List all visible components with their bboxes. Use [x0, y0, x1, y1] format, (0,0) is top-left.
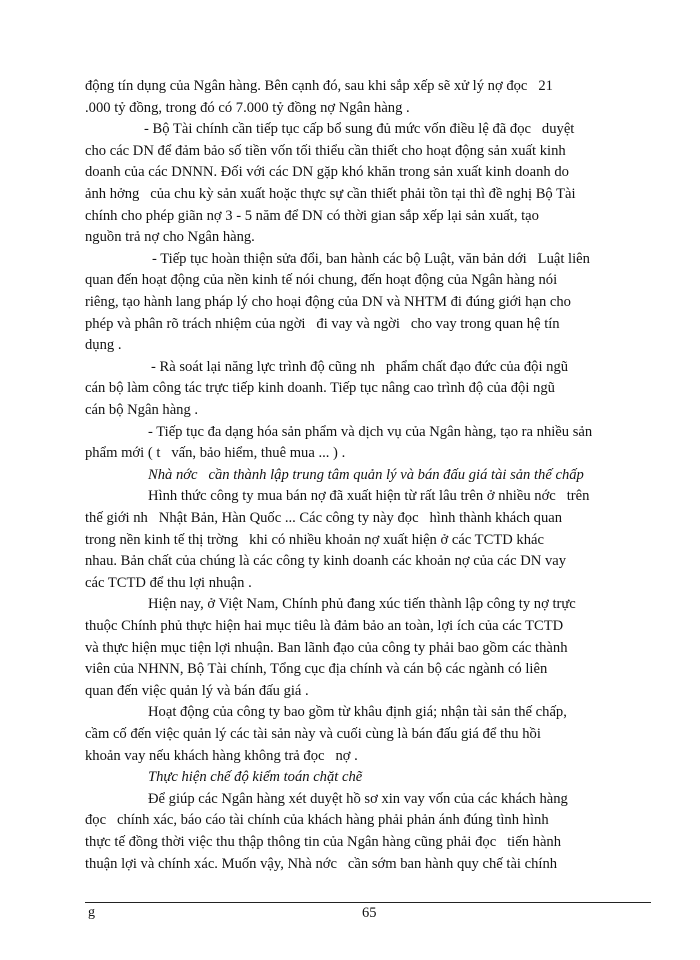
text-line: riêng, tạo hành lang pháp lý cho hoại động của DN và NHTM đi đúng giới hạn cho	[85, 294, 571, 310]
text-line: cho các DN để đảm bảo số tiền vốn tối thiểu cần thiết cho hoạt động sản xuất kinh	[85, 142, 566, 159]
text-line: cầm cố đến việc quản lý các tài sản này và cuối cùng là bán đấu giá để thu hồi	[85, 726, 541, 742]
text-line: nhau. Bản chất của chúng là các công ty kinh doanh các khoản nợ của các DN vay	[85, 553, 567, 570]
text-line: khoản vay nếu khách hàng không trả đọc nợ .	[85, 747, 358, 764]
section-heading: Nhà nớc cần thành lập trung tâm quản lý và bán đấu giá tài sản thế chấp	[148, 466, 584, 483]
text-line: trong nền kinh tế thị trờng khi có nhiều khoản nợ xuất hiện ở các TCTD khác	[85, 531, 544, 548]
text-line: thực tế đồng thời việc thu thập thông tin của Ngân hàng cũng phải đọc tiến hành	[85, 834, 562, 850]
text-line: - Tiếp tục đa dạng hóa sản phẩm và dịch vụ của Ngân hàng, tạo ra nhiều sản	[148, 423, 593, 440]
text-line: thuận lợi và chính xác. Muốn vậy, Nhà nớc cần sớm ban hành quy chế tài chính	[85, 855, 558, 872]
text-line: - Rà soát lại năng lực trình độ cũng nh phẩm chất đạo đức của đội ngũ	[151, 358, 569, 375]
text-line: các TCTD để thu lợi nhuận .	[85, 574, 252, 591]
text-line: Hoạt động của công ty bao gồm từ khâu định giá; nhận tài sản thế chấp,	[148, 704, 567, 721]
text-line: động tín dụng của Ngân hàng. Bên cạnh đó, sau khi sắp xếp sẽ xử lý nợ đọc 21	[85, 78, 553, 94]
text-line: Hiện nay, ở Việt Nam, Chính phủ đang xúc tiến thành lập công ty nợ trực	[148, 596, 576, 613]
text-line: quan đến việc quản lý và bán đấu giá .	[85, 682, 309, 699]
text-line: - Tiếp tục hoàn thiện sửa đổi, ban hành các bộ Luật, văn bản dới Luật liên	[152, 250, 590, 267]
page-number: 65	[362, 905, 377, 921]
text-line: đọc chính xác, báo cáo tài chính của khách hàng phải phản ánh đúng tình hình	[85, 812, 549, 829]
text-line: nguồn trả nợ cho Ngân hàng.	[85, 229, 255, 246]
text-line: chính cho phép giãn nợ 3 - 5 năm để DN có thời gian sắp xếp lại sản xuất, tạo	[85, 207, 539, 224]
text-line: ảnh hởng của chu kỳ sản xuất hoặc thực sự cần thiết phải tồn tại thì đề nghị Bộ Tài	[85, 186, 576, 202]
text-line: cán bộ Ngân hàng .	[85, 402, 199, 418]
footer-rule	[85, 902, 651, 903]
footer-mark: g	[88, 905, 95, 920]
text-line: phép và phân rõ trách nhiệm của ngời đi vay và ngời cho vay trong quan hệ tín	[85, 315, 560, 332]
text-line: Để giúp các Ngân hàng xét duyệt hồ sơ xin vay vốn của các khách hàng	[148, 790, 568, 807]
text-line: phẩm mới ( t vấn, bảo hiểm, thuê mua ... ) .	[85, 445, 346, 462]
text-line: quan đến hoạt động của nền kinh tế nói chung, đến hoạt động của Ngân hàng nói	[85, 272, 558, 289]
text-line: .000 tỷ đồng, trong đó có 7.000 tỷ đồng nợ Ngân hàng .	[85, 99, 410, 116]
text-line: thế giới nh Nhật Bản, Hàn Quốc ... Các công ty này đọc hình thành khách quan	[85, 510, 563, 526]
text-line: dụng .	[85, 337, 122, 354]
text-line: và thực hiện mục tiện lợi nhuận. Ban lãnh đạo của công ty phải bao gồm các thành	[85, 639, 568, 656]
text-line: - Bộ Tài chính cần tiếp tục cấp bổ sung đủ mức vốn điều lệ đã đọc duyệt	[144, 121, 575, 138]
text-line: Hình thức công ty mua bán nợ đã xuất hiện từ rất lâu trên ở nhiều nớc trên	[148, 488, 590, 505]
text-line: cán bộ làm công tác trực tiếp kinh doanh. Tiếp tục nâng cao trình độ của đội ngũ	[85, 380, 555, 397]
section-heading: Thực hiện chế độ kiểm toán chặt chẽ	[148, 769, 363, 786]
text-line: doanh của các DNNN. Đối với các DN gặp khó khăn trong sản xuất kinh doanh do	[85, 164, 569, 181]
text-line: viên của NHNN, Bộ Tài chính, Tổng cục địa chính và cán bộ các ngành có liên	[85, 661, 548, 678]
text-line: thuộc Chính phủ thực hiện hai mục tiêu là đảm bảo an toàn, lợi ích của các TCTD	[85, 618, 564, 634]
